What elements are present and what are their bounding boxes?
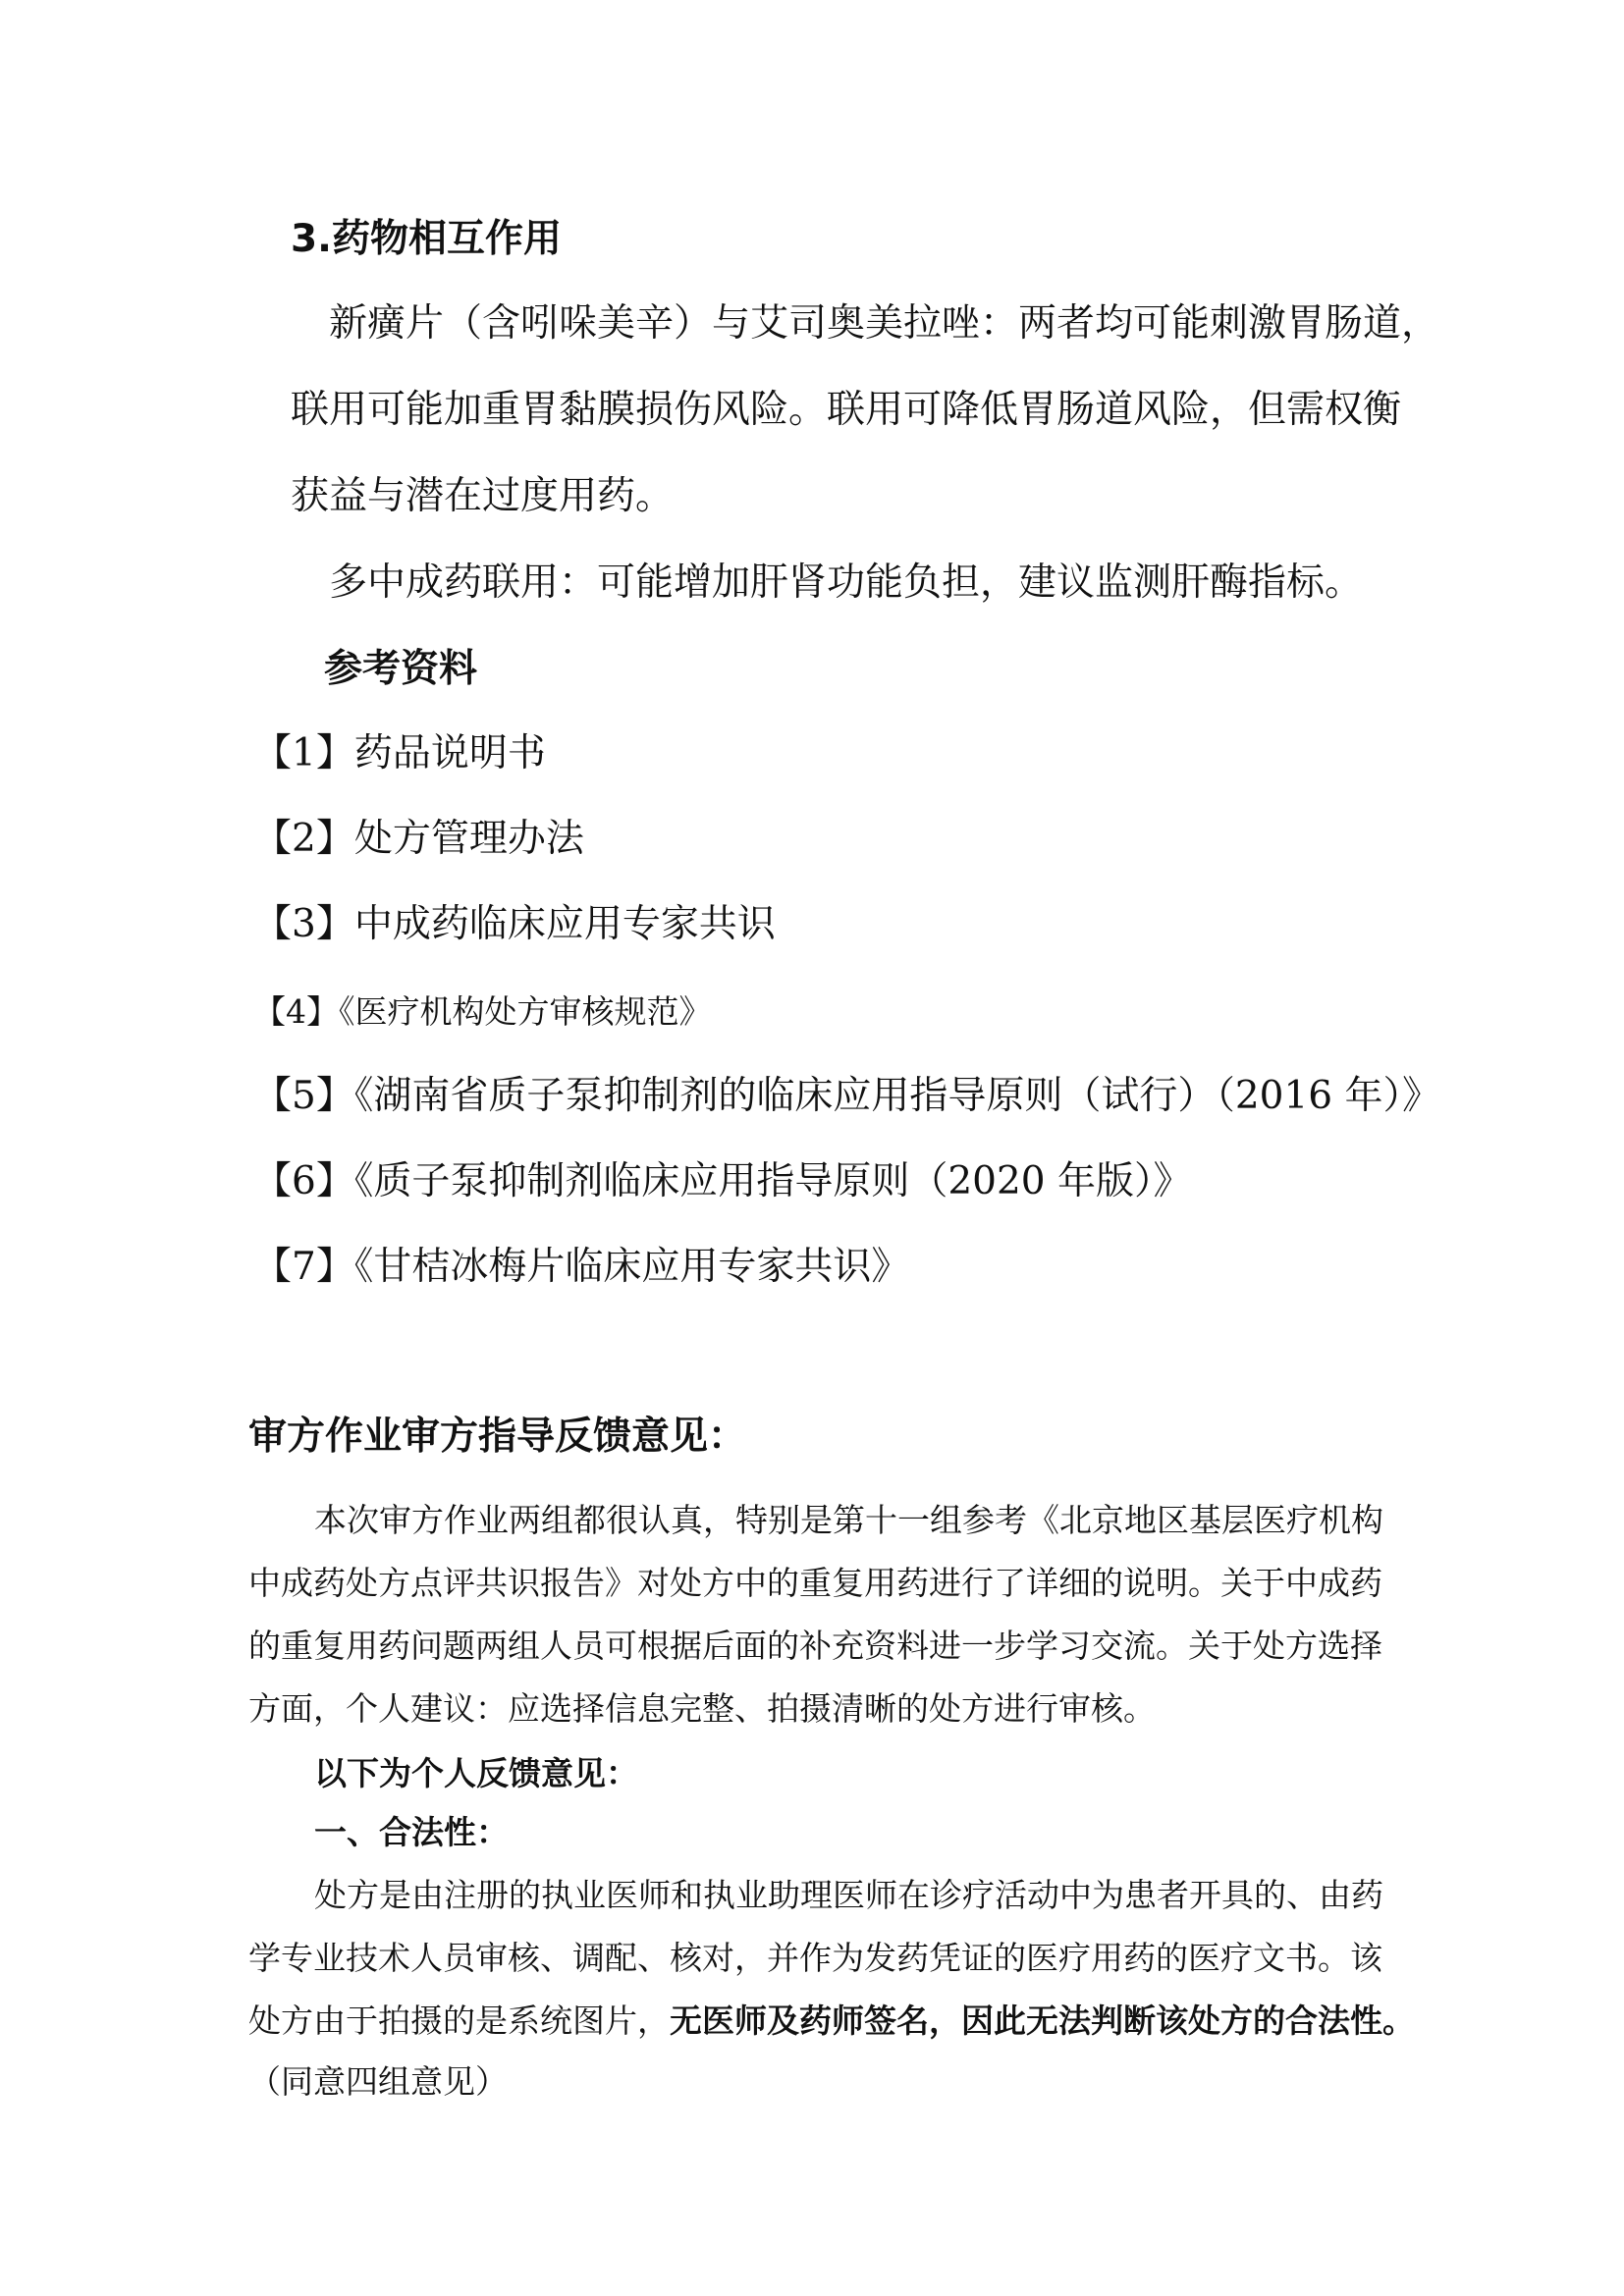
- reference-item: 【7】《甘桔冰梅片临床应用专家共识》: [253, 1245, 910, 1289]
- paragraph-line: 新癀片（含吲哚美辛）与艾司奥美拉唑：两者均可能刺激胃肠道，: [329, 301, 1440, 346]
- paragraph-line: 方面，个人建议：应选择信息完整、拍摄清晰的处方进行审核。: [248, 1689, 1156, 1728]
- reference-item: 【6】《质子泵抑制剂临床应用指导原则（2020 年版）》: [253, 1159, 1192, 1203]
- paragraph-line: （同意四组意见）: [248, 2062, 508, 2101]
- paragraph-line: 多中成药联用：可能增加肝肾功能负担，建议监测肝酶指标。: [329, 561, 1364, 605]
- paragraph-line: 学专业技术人员审核、调配、核对，并作为发药凭证的医疗用药的医疗文书。该: [248, 1939, 1382, 1977]
- reference-item: 【5】《湖南省质子泵抑制剂的临床应用指导原则（试行）（2016 年）》: [253, 1074, 1440, 1118]
- feedback-subtitle: 以下为个人反馈意见：: [314, 1754, 638, 1792]
- section-heading: 3.药物相互作用: [291, 217, 562, 261]
- paragraph-line: 处方是由注册的执业医师和执业助理医师在诊疗活动中为患者开具的、由药: [314, 1876, 1383, 1914]
- reference-item: 【1】药品说明书: [253, 731, 546, 775]
- normal-text: 处方由于拍摄的是系统图片，: [248, 2002, 670, 2040]
- references-title: 参考资料: [324, 647, 478, 691]
- paragraph-line: 联用可能加重胃黏膜损伤风险。联用可降低胃肠道风险，但需权衡: [291, 388, 1402, 432]
- reference-item: 【4】《医疗机构处方审核规范》: [253, 992, 712, 1031]
- paragraph-line: [248, 2002, 1415, 2041]
- reference-item: 【3】中成药临床应用专家共识: [253, 902, 776, 946]
- bold-conclusion: 无医师及药师签名，因此无法判断该处方的合法性。: [670, 2002, 1415, 2040]
- point-title: 一、合法性：: [314, 1813, 509, 1851]
- paragraph-line: 本次审方作业两组都很认真，特别是第十一组参考《北京地区基层医疗机构: [314, 1501, 1383, 1539]
- feedback-title: 审方作业审方指导反馈意见：: [248, 1415, 747, 1459]
- paragraph-line: 的重复用药问题两组人员可根据后面的补充资料进一步学习交流。关于处方选择: [248, 1627, 1382, 1665]
- reference-item: 【2】处方管理办法: [253, 817, 584, 861]
- paragraph-line: 中成药处方点评共识报告》对处方中的重复用药进行了详细的说明。关于中成药: [248, 1564, 1382, 1602]
- paragraph-line: 获益与潜在过度用药。: [291, 474, 675, 518]
